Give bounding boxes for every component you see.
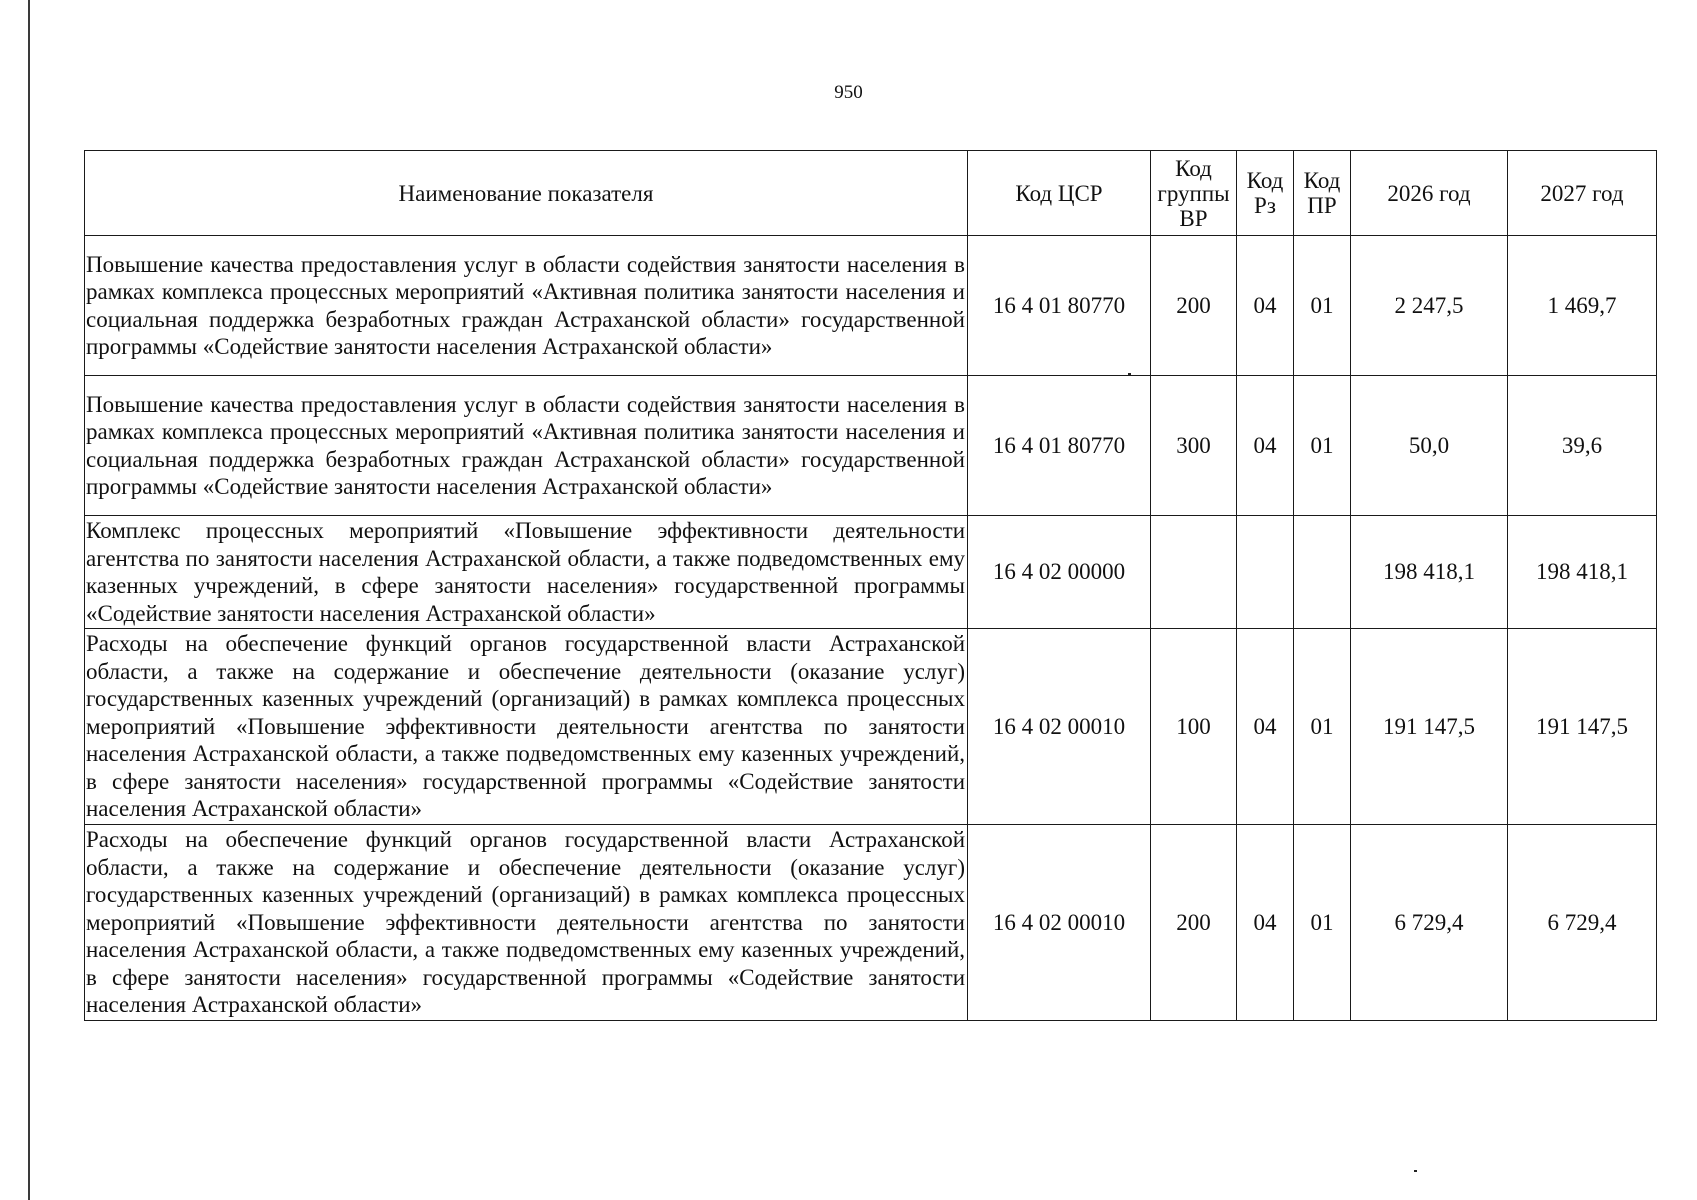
row-rz-code: 04	[1237, 825, 1294, 1021]
row-csr-code: 16 4 02 00010	[968, 629, 1151, 825]
header-rz-code: Код Рз	[1237, 151, 1294, 236]
table-header-row	[85, 151, 1657, 236]
row-amount-2026: 198 418,1	[1351, 516, 1508, 629]
row-name: Расходы на обеспечение функций органов государственной власти Астраханской области, а также на содержание и обеспечение деятельности (оказание услуг) государственных казенных учреждений (организаций) в рамках комплекса процессных мероприятий «Повышение эффективности деятельности агентства по занятости населения Астраханской области, а также подведомственных ему казенных учреждений, в сфере занятости населения» государственной программы «Содействие занятости населения Астраханской области»	[85, 825, 968, 1021]
row-amount-2027: 1 469,7	[1508, 236, 1657, 376]
row-name: Расходы на обеспечение функций органов государственной власти Астраханской области, а также на содержание и обеспечение деятельности (оказание услуг) государственных казенных учреждений (организаций) в рамках комплекса процессных мероприятий «Повышение эффективности деятельности агентства по занятости населения Астраханской области, а также подведомственных ему казенных учреждений, в сфере занятости населения» государственной программы «Содействие занятости населения Астраханской области»	[85, 629, 968, 825]
table-row	[85, 825, 1657, 1021]
row-vr-code: 200	[1151, 236, 1237, 376]
table-row	[85, 376, 1657, 516]
row-amount-2026: 191 147,5	[1351, 629, 1508, 825]
header-pr-code: Код ПР	[1294, 151, 1351, 236]
row-name: Повышение качества предоставления услуг в области содействия занятости населения в рамках комплекса процессных мероприятий «Активная политика занятости населения и социальная поддержка безработных граждан Астраханской области» государственной программы «Содействие занятости населения Астраханской области»	[85, 236, 968, 376]
row-csr-code: 16 4 01 80770	[968, 376, 1151, 516]
header-vr-code: Код группы ВР	[1151, 151, 1237, 236]
row-name: Комплекс процессных мероприятий «Повышение эффективности деятельности агентства по занятости населения Астраханской области, а также подведомственных ему казенных учреждений, в сфере занятости населения» государственной программы «Содействие занятости населения Астраханской области»	[85, 516, 968, 629]
row-rz-code: 04	[1237, 236, 1294, 376]
scan-edge-line	[28, 0, 30, 1200]
row-pr-code: 01	[1294, 825, 1351, 1021]
row-pr-code: 01	[1294, 629, 1351, 825]
row-vr-code: 300	[1151, 376, 1237, 516]
row-amount-2027: 191 147,5	[1508, 629, 1657, 825]
row-amount-2027: 198 418,1	[1508, 516, 1657, 629]
row-pr-code: 01	[1294, 236, 1351, 376]
row-csr-code: 16 4 01 80770	[968, 236, 1151, 376]
header-name: Наименование показателя	[85, 151, 968, 236]
row-amount-2027: 6 729,4	[1508, 825, 1657, 1021]
header-year-2026: 2026 год	[1351, 151, 1508, 236]
row-name: Повышение качества предоставления услуг в области содействия занятости населения в рамках комплекса процессных мероприятий «Активная политика занятости населения и социальная поддержка безработных граждан Астраханской области» государственной программы «Содействие занятости населения Астраханской области»	[85, 376, 968, 516]
table-row	[85, 236, 1657, 376]
budget-table	[84, 150, 1657, 1021]
row-amount-2026: 50,0	[1351, 376, 1508, 516]
row-rz-code: 04	[1237, 629, 1294, 825]
scan-speck	[1414, 1170, 1417, 1172]
row-amount-2026: 6 729,4	[1351, 825, 1508, 1021]
header-year-2027: 2027 год	[1508, 151, 1657, 236]
row-csr-code: 16 4 02 00010	[968, 825, 1151, 1021]
header-csr-code: Код ЦСР	[968, 151, 1151, 236]
row-vr-code: 200	[1151, 825, 1237, 1021]
table-row	[85, 629, 1657, 825]
row-vr-code	[1151, 516, 1237, 629]
table-row	[85, 516, 1657, 629]
page-number: 950	[834, 82, 863, 103]
row-vr-code: 100	[1151, 629, 1237, 825]
row-csr-code: 16 4 02 00000	[968, 516, 1151, 629]
row-pr-code	[1294, 516, 1351, 629]
row-rz-code	[1237, 516, 1294, 629]
row-rz-code: 04	[1237, 376, 1294, 516]
scan-speck	[1128, 373, 1131, 375]
row-amount-2027: 39,6	[1508, 376, 1657, 516]
row-amount-2026: 2 247,5	[1351, 236, 1508, 376]
row-pr-code: 01	[1294, 376, 1351, 516]
